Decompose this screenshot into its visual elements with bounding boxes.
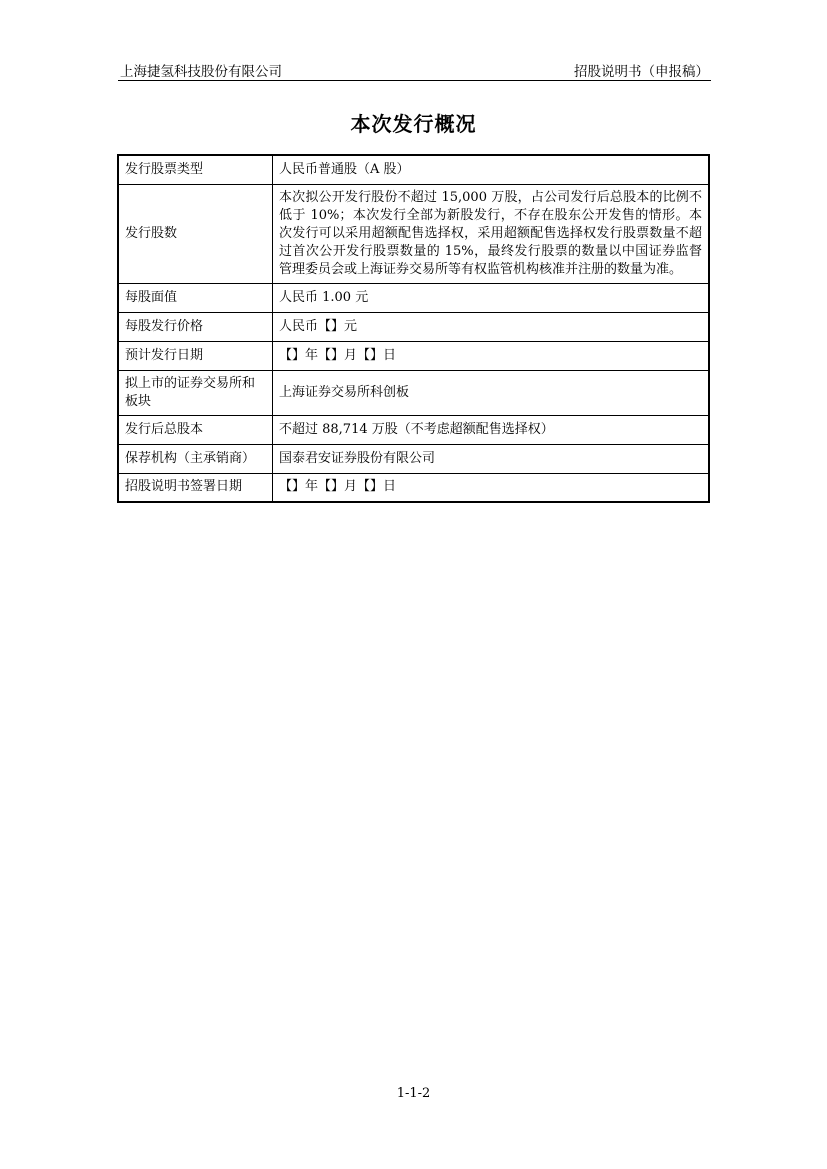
row-value: 国泰君安证券股份有限公司 xyxy=(273,444,710,473)
row-label: 发行股票类型 xyxy=(118,155,273,184)
row-label: 保荐机构（主承销商） xyxy=(118,444,273,473)
table-row xyxy=(118,444,709,473)
table-row xyxy=(118,473,709,502)
row-value: 人民币【】元 xyxy=(273,312,710,341)
row-label: 每股面值 xyxy=(118,283,273,312)
row-label: 招股说明书签署日期 xyxy=(118,473,273,502)
table-row xyxy=(118,155,709,184)
page-title: 本次发行概况 xyxy=(350,112,477,136)
table-row xyxy=(118,283,709,312)
page-header xyxy=(118,58,711,81)
table-row xyxy=(118,312,709,341)
table-row xyxy=(118,341,709,370)
page-number: 1-1-2 xyxy=(396,1086,431,1101)
row-value: 本次拟公开发行股份不超过 15,000 万股，占公司发行后总股本的比例不低于 10%；本次发行全部为新股发行，不存在股东公开发售的情形。本次发行可以采用超额配售选择权，采用超额配售选择权发行股票数量不超过首次公开发行股票数量的 15%，最终发行股票的数量以中国证券监督管理委员会或上海证券交易所等有权监管机构核准并注册的数量为准。 xyxy=(273,184,710,283)
table-row xyxy=(118,184,709,283)
row-label: 预计发行日期 xyxy=(118,341,273,370)
row-label: 拟上市的证券交易所和板块 xyxy=(118,370,273,415)
row-value: 上海证券交易所科创板 xyxy=(273,370,710,415)
row-value: 人民币普通股（A 股） xyxy=(273,155,710,184)
document-type: 招股说明书（申报稿） xyxy=(574,64,709,80)
row-label: 发行股数 xyxy=(118,184,273,283)
company-name: 上海捷氢科技股份有限公司 xyxy=(120,64,282,80)
row-value: 不超过 88,714 万股（不考虑超额配售选择权） xyxy=(273,415,710,444)
row-value: 【】年【】月【】日 xyxy=(273,341,710,370)
row-value: 人民币 1.00 元 xyxy=(273,283,710,312)
table-row xyxy=(118,370,709,415)
row-value: 【】年【】月【】日 xyxy=(273,473,710,502)
table-row xyxy=(118,415,709,444)
row-label: 发行后总股本 xyxy=(118,415,273,444)
row-label: 每股发行价格 xyxy=(118,312,273,341)
offering-overview-table xyxy=(117,154,710,503)
